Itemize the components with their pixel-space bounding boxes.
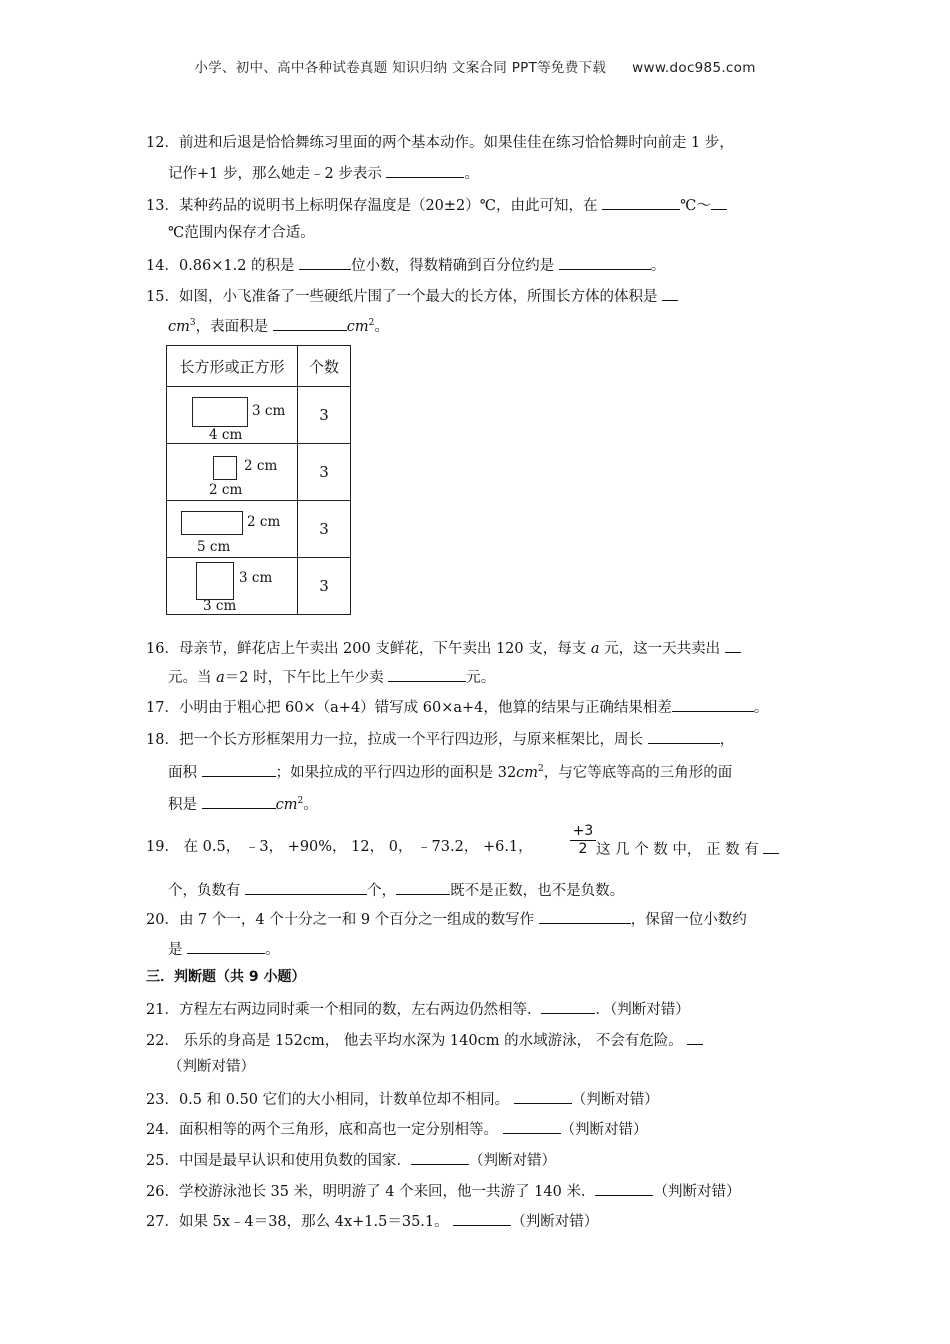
answer-blank[interactable] [595, 1179, 653, 1196]
answer-blank[interactable] [386, 161, 464, 178]
shape-side-label: 2 cm [244, 458, 278, 474]
shape-bottom-label: 5 cm [197, 539, 231, 555]
answer-blank[interactable] [453, 1209, 511, 1226]
answer-blank[interactable] [648, 727, 720, 744]
count-cell: 3 [298, 558, 351, 615]
q19-line1b: 这 几 个 数 中， 正 数 有 [596, 837, 826, 860]
table-header-count: 个数 [298, 346, 351, 387]
answer-blank[interactable] [411, 1148, 469, 1165]
count-cell: 3 [298, 501, 351, 558]
q12-line1: 12．前进和后退是恰恰舞练习里面的两个基本动作。如果佳佳在练习恰恰舞时向前走 1 步， [146, 135, 734, 151]
square-shape [213, 456, 237, 480]
answer-blank[interactable] [559, 253, 651, 270]
answer-blank[interactable] [299, 253, 351, 270]
rectangle-shape [192, 397, 248, 427]
q18-line1: 18．把一个长方形框架用力一拉，拉成一个平行四边形，与原来框架比，周长 ， [146, 727, 826, 750]
table-row [167, 387, 351, 444]
q20-line1: 20．由 7 个一，4 个十分之一和 9 个百分之一组成的数写作 ，保留一位小数约 [146, 907, 826, 930]
q13-line1: 13．某种药品的说明书上标明保存温度是（20±2）℃，由此可知，在 ℃～ [146, 193, 826, 216]
shape-bottom-label: 4 cm [209, 427, 243, 443]
fraction-numerator: +3 [570, 823, 596, 841]
q15-line2: $cm^3$，表面积是 $cm^2$。 [168, 314, 848, 337]
q16-line1: 16．母亲节，鲜花店上午卖出 200 支鲜花，下午卖出 120 支，每支 a 元，这一天共卖出 [146, 636, 826, 659]
section-title: 三．判断题（共 9 小题） [146, 969, 306, 985]
q22-line2: （判断对错） [168, 1059, 255, 1075]
q24-line: 24．面积相等的两个三角形，底和高也一定分别相等。 （判断对错） [146, 1117, 826, 1140]
q25-line: 25．中国是最早认识和使用负数的国家． （判断对错） [146, 1148, 826, 1171]
q22-line1: 22． 乐乐的身高是 152cm， 他去平均水深为 140cm 的水域游泳， 不会有危险。 [146, 1028, 826, 1051]
q13-line2: ℃范围内保存才合适。 [168, 225, 315, 241]
fraction-denominator: 2 [578, 841, 588, 857]
answer-blank[interactable] [396, 878, 450, 895]
q27-line: 27．如果 5x﹣4＝38，那么 4x+1.5＝35.1。 （判断对错） [146, 1209, 826, 1232]
answer-blank[interactable] [662, 284, 678, 301]
shape-bottom-label: 3 cm [203, 598, 237, 614]
q12-line2: 记作+1 步，那么她走﹣2 步表示 。 [168, 161, 848, 184]
answer-blank[interactable] [687, 1028, 703, 1045]
answer-blank[interactable] [245, 878, 367, 895]
q21-line: 21．方程左右两边同时乘一个相同的数，左右两边仍然相等． ．（判断对错） [146, 997, 826, 1020]
answer-blank[interactable] [539, 907, 631, 924]
count-cell: 3 [298, 387, 351, 444]
answer-blank[interactable] [187, 937, 265, 954]
q16-line2: 元。当 a＝2 时，下午比上午少卖 元。 [168, 665, 848, 688]
q20-line2: 是 。 [168, 937, 848, 960]
square-shape [196, 562, 234, 600]
answer-blank[interactable] [273, 314, 347, 331]
answer-blank[interactable] [202, 760, 276, 777]
table-row [167, 444, 351, 501]
q26-line: 26．学校游泳池长 35 米，明明游了 4 个来回，他一共游了 140 米． （判断对错） [146, 1179, 826, 1202]
q17-line: 17．小明由于粗心把 60×（a+4）错写成 60×a+4，他算的结果与正确结果相差 。 [146, 695, 826, 718]
header-site: www.doc985.com [632, 60, 756, 76]
q15-line1: 15．如图，小飞准备了一些硬纸片围了一个最大的长方体，所围长方体的体积是 [146, 284, 826, 307]
q18-line2: 面积 ；如果拉成的平行四边形的面积是 $32cm^2$，与它等底等高的三角形的面 [168, 760, 848, 783]
rectangle-shape [181, 511, 243, 535]
answer-blank[interactable] [541, 997, 595, 1014]
page-header [0, 56, 950, 76]
header-text: 小学、初中、高中各种试卷真题 知识归纳 文案合同 PPT等免费下载 [194, 60, 607, 76]
answer-blank[interactable] [672, 695, 754, 712]
shape-bottom-label: 2 cm [209, 482, 243, 498]
answer-blank[interactable] [725, 636, 741, 653]
table-row [167, 558, 351, 615]
count-cell: 3 [298, 444, 351, 501]
table-header-shape: 长方形或正方形 [167, 346, 298, 387]
shape-side-label: 3 cm [239, 570, 273, 586]
answer-blank[interactable] [503, 1117, 561, 1134]
shape-side-label: 3 cm [252, 403, 286, 419]
shapes-table [166, 345, 351, 615]
answer-blank[interactable] [388, 665, 466, 682]
q14-line: 14．0.86×1.2 的积是 位小数，得数精确到百分位约是 。 [146, 253, 826, 276]
answer-blank[interactable] [202, 792, 276, 809]
table-row [167, 501, 351, 558]
answer-blank[interactable] [514, 1087, 572, 1104]
fraction [570, 823, 596, 857]
q19-line1: 19． 在 0.5， ﹣3， +90%， 12， 0， ﹣73.2， +6.1， [146, 839, 533, 855]
q23-line: 23．0.5 和 0.50 它们的大小相同，计数单位却不相同。 （判断对错） [146, 1087, 826, 1110]
q19-line2: 个，负数有 个， 既不是正数，也不是负数。 [168, 878, 848, 901]
shape-side-label: 2 cm [247, 514, 281, 530]
q18-line3: 积是 $cm^2$。 [168, 792, 848, 815]
answer-blank[interactable] [763, 837, 779, 854]
answer-blank[interactable] [711, 193, 727, 210]
answer-blank[interactable] [602, 193, 680, 210]
